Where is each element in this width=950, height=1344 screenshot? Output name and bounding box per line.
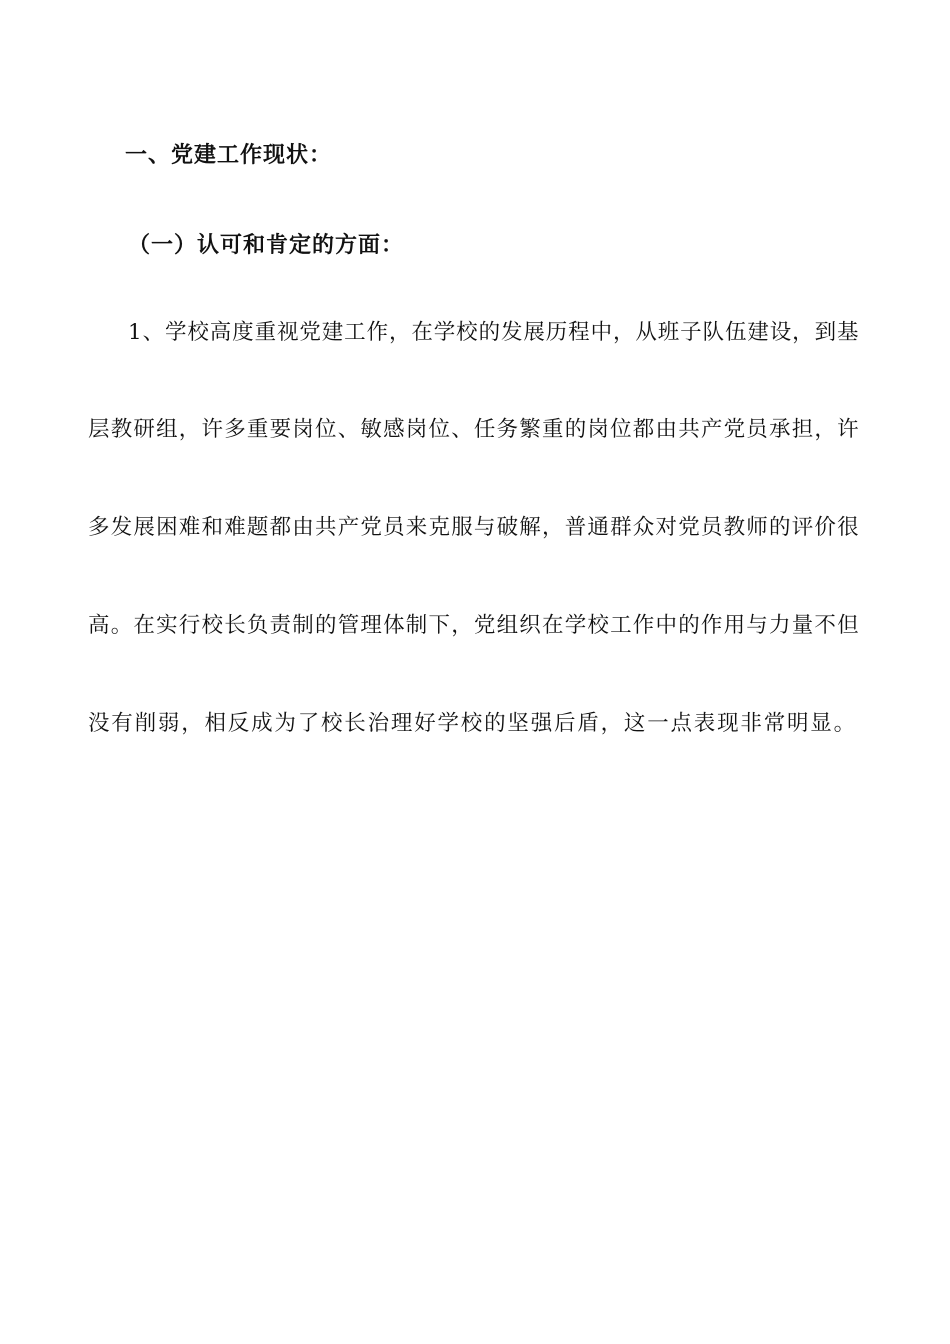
subsection-heading: （一）认可和肯定的方面：	[128, 232, 405, 258]
paragraph-line: 高。在实行校长负责制的管理体制下，党组织在学校工作中的作用与力量不但	[88, 613, 860, 638]
section-heading: 一、党建工作现状：	[125, 142, 333, 168]
paragraph-line: 1、学校高度重视党建工作，在学校的发展历程中，从班子队伍建设，到基	[128, 320, 860, 345]
paragraph-line: 多发展困难和难题都由共产党员来克服与破解，普通群众对党员教师的评价很	[88, 515, 860, 540]
paragraph-line: 没有削弱，相反成为了校长治理好学校的坚强后盾，这一点表现非常明显。	[88, 711, 857, 736]
paragraph-line: 层教研组，许多重要岗位、敏感岗位、任务繁重的岗位都由共产党员承担，许	[88, 417, 860, 442]
